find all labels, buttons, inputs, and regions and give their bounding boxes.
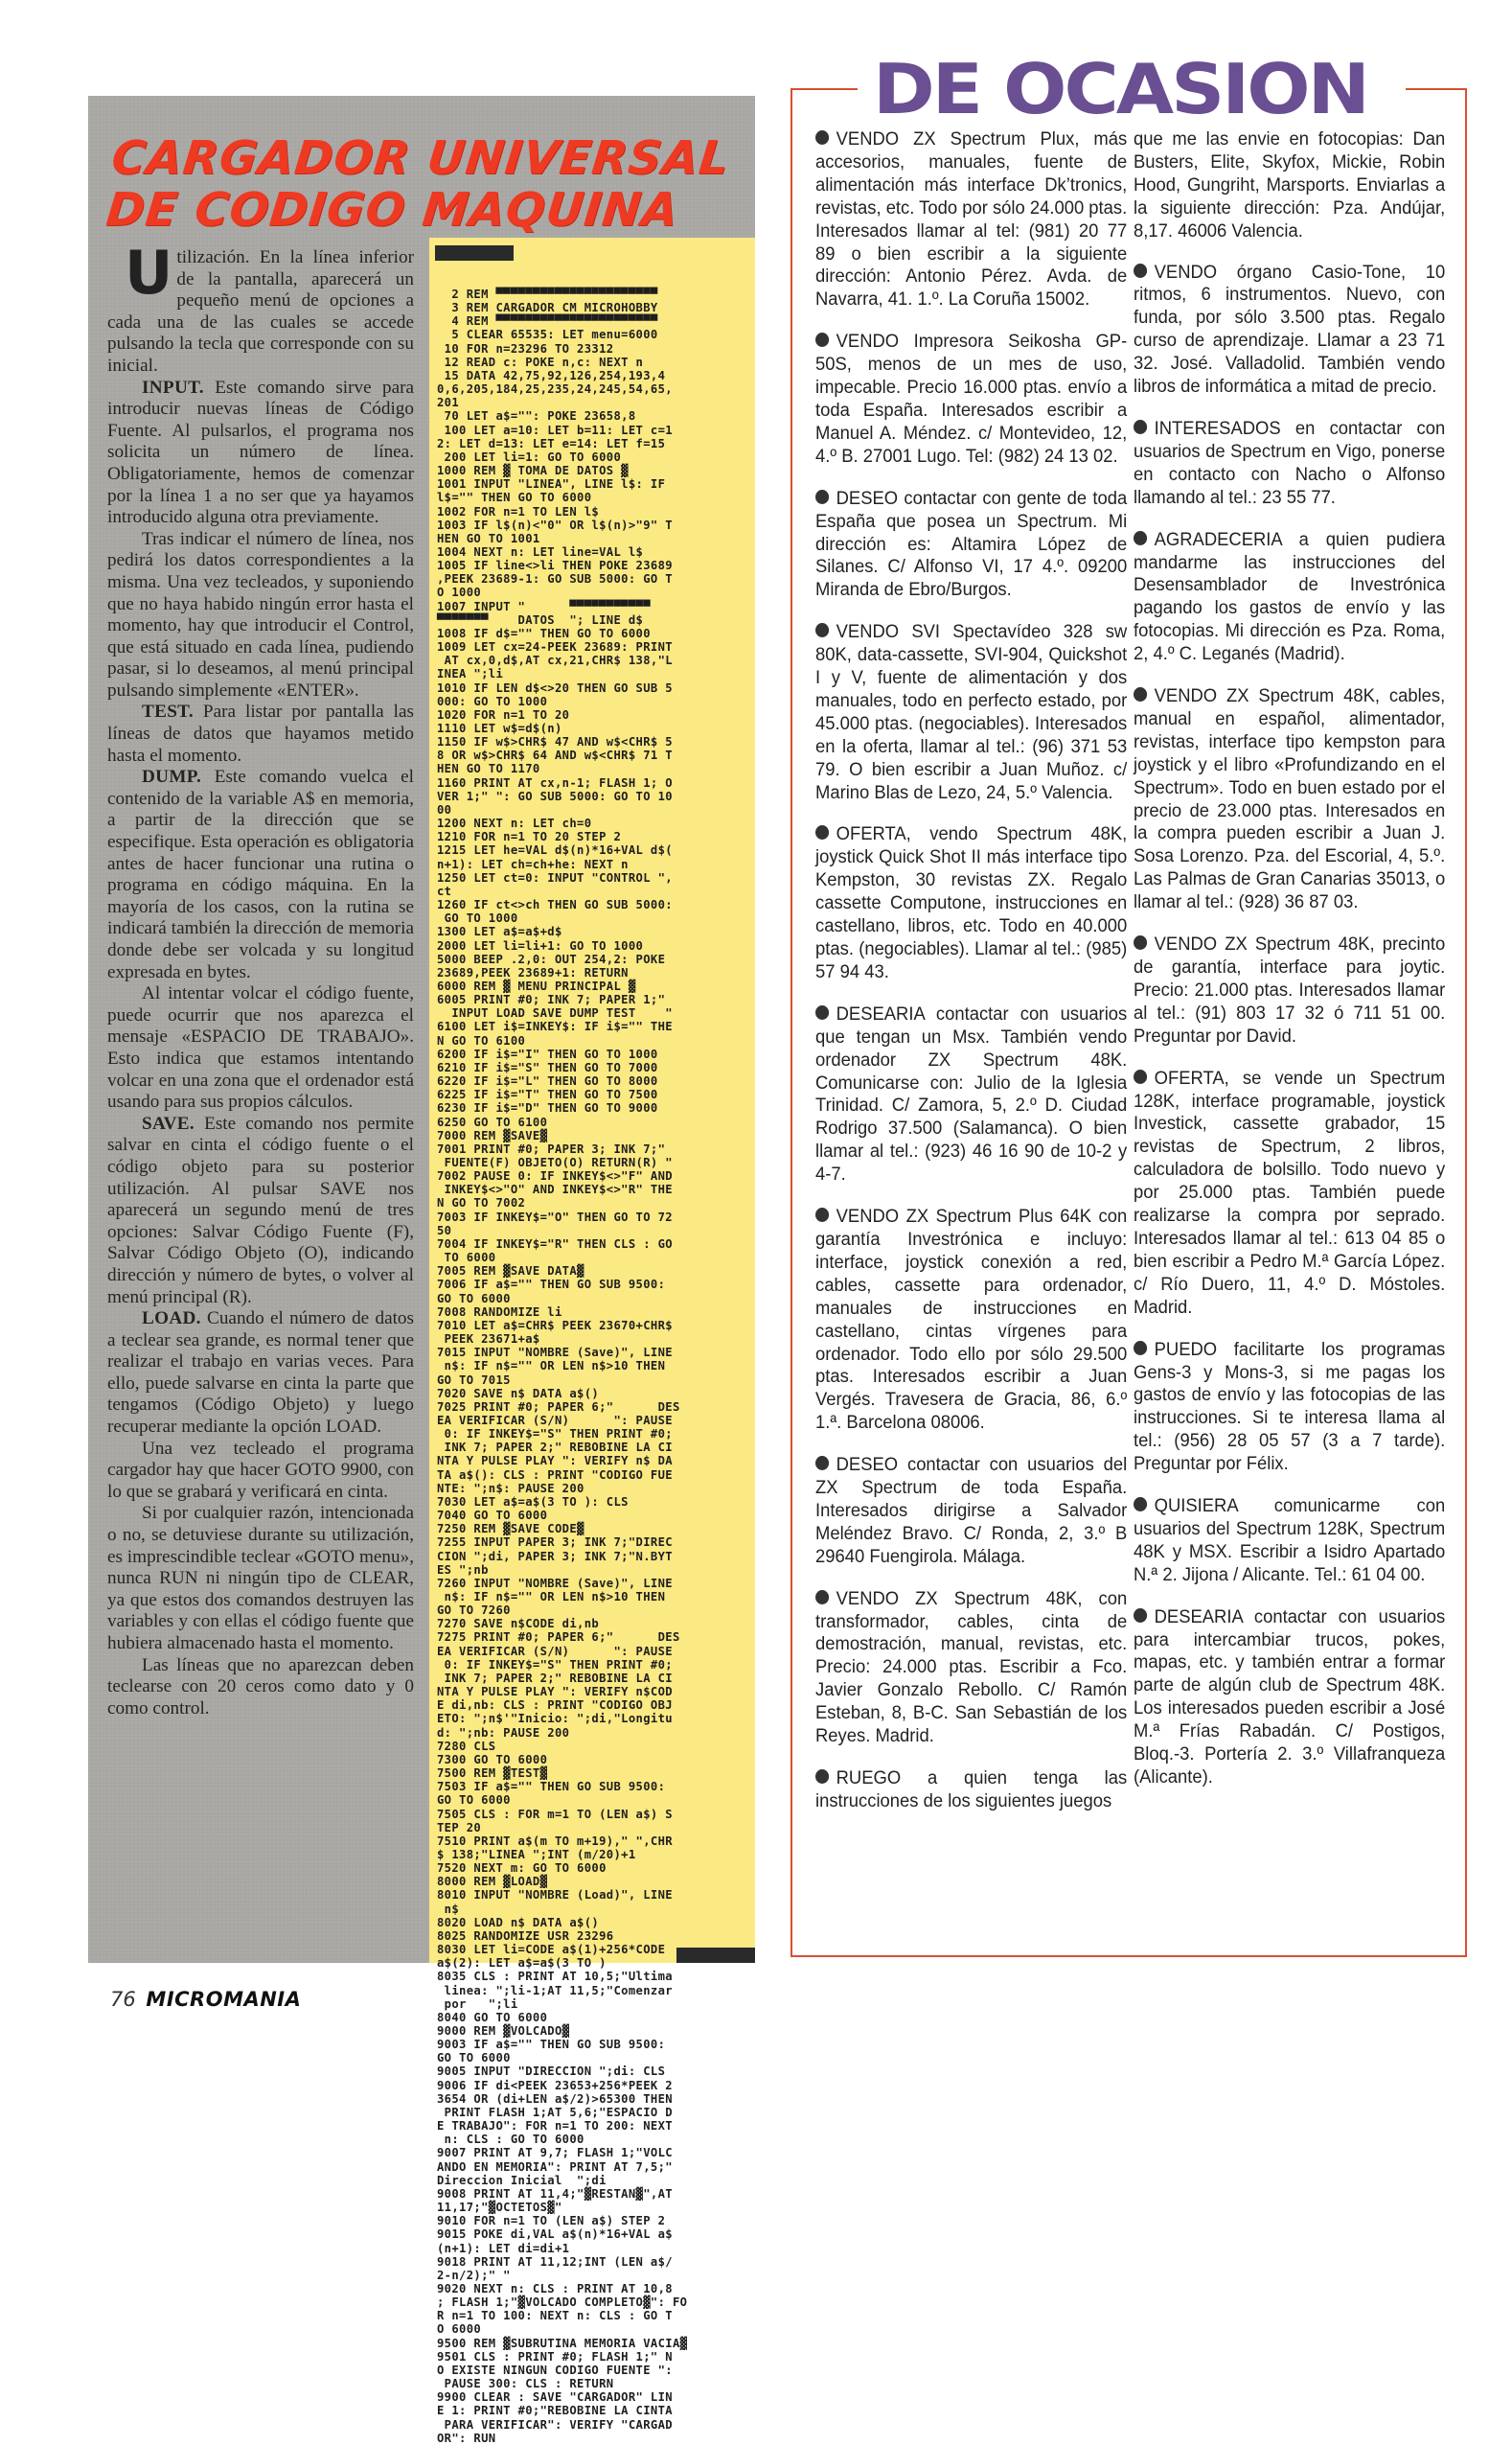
ad-text: comunicarme con usuarios del Spectrum 128K, Spectrum 48K y MSX. Escribir a Isidro Apartado N.ª 2. Jijona / Alicante. Tel.: 61 04 00. bbox=[1134, 1495, 1446, 1585]
code-line: 8030 LET li=CODE a$(1)+256*CODE bbox=[437, 1943, 666, 1957]
code-line: 4 REM ▀▀▀▀▀▀▀▀▀▀▀▀▀▀▀▀▀▀▀▀▀▀ bbox=[437, 314, 658, 329]
classified-ad bbox=[815, 488, 1127, 603]
code-line: 2 REM ▀▀▀▀▀▀▀▀▀▀▀▀▀▀▀▀▀▀▀▀▀▀ bbox=[437, 288, 658, 301]
classified-ad bbox=[1134, 934, 1445, 1049]
code-line: 5 CLEAR 65535: LET menu=6000 bbox=[437, 328, 658, 342]
listing-top-marker bbox=[435, 245, 514, 261]
ad-text: contactar con usuarios del ZX Spectrum de toda España. Interesados dirigirse a Salvador Meléndez Bravo. C/ Ronda, 2, 3.º B 29640 Fuengirola. Málaga. bbox=[815, 1454, 1128, 1567]
code-line: ANDO EN MEMORIA": PRINT AT 7,5;" bbox=[437, 2159, 673, 2174]
bullet-icon bbox=[1134, 420, 1147, 434]
bullet-icon bbox=[1134, 264, 1147, 278]
bullet-icon bbox=[1134, 1608, 1147, 1623]
paragraph-intro bbox=[107, 238, 414, 378]
code-line: 9007 PRINT AT 9,7; FLASH 1;"VOLC bbox=[437, 2146, 673, 2160]
code-line: EA VERIFICAR (S/N) ": PAUSE bbox=[437, 1413, 673, 1427]
classified-ad bbox=[815, 621, 1127, 804]
ad-keyword: INTERESADOS bbox=[1154, 417, 1281, 439]
code-line: 201 bbox=[437, 396, 460, 410]
code-line: TO 6000 bbox=[437, 1251, 496, 1265]
code-line: AT cx,0,d$,AT cx,21,CHR$ 138,"L bbox=[437, 654, 673, 668]
code-line: 7030 LET a$=a$(3 TO ): CLS bbox=[437, 1494, 629, 1509]
code-line: GO TO 1000 bbox=[437, 911, 518, 926]
code-line: 9010 FOR n=1 TO (LEN a$) STEP 2 bbox=[437, 2214, 666, 2228]
bullet-icon bbox=[1134, 1341, 1147, 1355]
code-line: ; FLASH 1;"▓VOLCADO COMPLETO▓": FO bbox=[437, 2295, 688, 2310]
code-line: 1009 LET cx=24-PEEK 23689: PRINT bbox=[437, 640, 673, 655]
code-line: 9018 PRINT AT 11,12;INT (LEN a$/ bbox=[437, 2254, 673, 2269]
code-line: $ 138;"LINEA ";INT (m/20)+1 bbox=[437, 1847, 636, 1861]
classified-ad bbox=[1134, 529, 1445, 666]
classified-ad bbox=[815, 1767, 1127, 1813]
code-line: 7500 REM ▓TEST▓ bbox=[437, 1766, 548, 1781]
code-line: PARA VERIFICAR": VERIFY "CARGAD bbox=[437, 2417, 673, 2432]
code-line: 5000 BEEP .2,0: OUT 254,2: POKE bbox=[437, 952, 666, 966]
classified-ad bbox=[815, 823, 1127, 983]
classified-ad bbox=[815, 1454, 1127, 1569]
paragraph-input bbox=[107, 378, 414, 529]
ad-keyword: VENDO bbox=[836, 1206, 900, 1228]
code-line: a$(2): LET a$=a$(3 TO ) bbox=[437, 1956, 607, 1971]
ad-text: ZX Spectrum 48K, con transformador, cables, cinta de demostración, manual, revistas, etc. Precio: 24.000 ptas. Escribir a Fco. Javier Gonzalo Rebollo. C/ Ramón Esteban, 8, B-C. San Sebastián de los Reyes. Madrid. bbox=[815, 1587, 1128, 1747]
bullet-icon bbox=[815, 623, 829, 637]
bullet-icon bbox=[815, 1590, 829, 1604]
paragraph-text: Si por cualquier razón, intencionada o no, se detuviese durante su utilización, es imprescindible teclear «GOTO menu», nunca RUN ni ningún tipo de CLEAR, ya que estos dos comandos destruyen las variables y con ellas el código fuente que hubiera almacenado hasta el momento. bbox=[107, 1503, 414, 1653]
code-line: 7040 GO TO 6000 bbox=[437, 1509, 548, 1523]
code-line: 7275 PRINT #0; PAPER 6;" DES bbox=[437, 1630, 680, 1645]
code-line: 1250 LET ct=0: INPUT "CONTROL ", bbox=[437, 870, 673, 885]
paragraph-save bbox=[107, 1114, 414, 1308]
code-line: NTA Y PULSE PLAY ": VERIFY n$ DA bbox=[437, 1454, 673, 1468]
code-line: n$: IF n$="" OR LEN n$>10 THEN bbox=[437, 1590, 666, 1603]
code-line: 15 DATA 42,75,92,126,254,193,4 bbox=[437, 368, 666, 382]
code-line: 7005 REM ▓SAVE DATA▓ bbox=[437, 1264, 584, 1279]
code-line: 11,17;"▓OCTETOS▓" bbox=[437, 2201, 562, 2215]
paragraph-text: Las líneas que no aparezcan deben teclearse con 20 ceros como dato y 0 como control. bbox=[107, 1654, 414, 1718]
code-line: GO TO 7260 bbox=[437, 1603, 511, 1618]
ad-text: ZX Spectrum Plux, más accesorios, manuales, fuente de alimentación más interface Dk’tronics, revistas, etc. Todo por sólo 24.000 ptas. Interesados llamar al tel: (981) 20 77 89 o bien escribir a la siguiente dirección: Antonio Pérez. Avda. de Navarra, 41. 1.º. La Coruña 15002. bbox=[815, 128, 1128, 311]
code-line: 50 bbox=[437, 1223, 452, 1237]
code-line: 1008 IF d$="" THEN GO TO 6000 bbox=[437, 626, 651, 640]
code-line: 9900 CLEAR : SAVE "CARGADOR" LIN bbox=[437, 2390, 673, 2405]
code-line: 9008 PRINT AT 11,4;"▓RESTAN▓",AT bbox=[437, 2186, 673, 2201]
classifieds-title: DE OCASION bbox=[858, 52, 1406, 129]
paragraph-text: Cuando el número de datos a teclear sea grande, es normal tener que realizar el trabajo en varias veces. Para ello, puede salvarse en cinta la parte que tengamos (Código Objeto) y luego recuperar mediante la opción LOAD. bbox=[107, 1308, 414, 1438]
code-line: ,PEEK 23689-1: GO SUB 5000: GO T bbox=[437, 572, 673, 587]
classified-ad bbox=[815, 128, 1127, 311]
listing-bottom-marker bbox=[676, 1948, 755, 1963]
ad-keyword: VENDO bbox=[836, 621, 900, 643]
code-line: 8035 CLS : PRINT AT 10,5;"Ultima bbox=[437, 1970, 673, 1984]
code-line: 0: IF INKEY$="S" THEN PRINT #0; bbox=[437, 1657, 673, 1672]
code-line: GO TO 6000 bbox=[437, 1793, 511, 1808]
code-line: 6210 IF i$="S" THEN GO TO 7000 bbox=[437, 1060, 658, 1074]
code-line: ct bbox=[437, 884, 452, 898]
classified-ad bbox=[1134, 262, 1445, 399]
code-line: Direccion Inicial ";di bbox=[437, 2173, 607, 2187]
code-line: 7010 LET a$=CHR$ PEEK 23670+CHR$ bbox=[437, 1318, 673, 1332]
code-line: 100 LET a=10: LET b=11: LET c=1 bbox=[437, 423, 673, 437]
dropcap: U bbox=[125, 238, 173, 308]
bullet-icon bbox=[815, 1769, 829, 1784]
code-line: 9006 IF di<PEEK 23653+256*PEEK 2 bbox=[437, 2078, 673, 2092]
code-line: 7001 PRINT #0; PAPER 3; INK 7;" bbox=[437, 1142, 666, 1156]
ad-text: a quien tenga las instrucciones de los siguientes juegos bbox=[815, 1767, 1128, 1811]
ad-keyword: VENDO bbox=[836, 1587, 900, 1609]
code-line: INEA ";li bbox=[437, 667, 504, 681]
ad-keyword: VENDO bbox=[1154, 685, 1218, 707]
ad-keyword: PUEDO bbox=[1154, 1338, 1218, 1360]
bullet-icon bbox=[1134, 687, 1147, 702]
bullet-icon bbox=[1134, 935, 1147, 950]
ad-keyword: VENDO bbox=[1154, 934, 1218, 956]
code-line: 1001 INPUT "LINEA", LINE l$: IF bbox=[437, 477, 666, 492]
bullet-icon bbox=[1134, 1497, 1147, 1511]
code-line: 1000 REM ▓ TOMA DE DATOS ▓ bbox=[437, 464, 629, 478]
code-line: 7020 SAVE n$ DATA a$() bbox=[437, 1386, 600, 1400]
code-line: R n=1 TO 100: NEXT n: CLS : GO T bbox=[437, 2309, 673, 2323]
code-line: 1260 IF ct<>ch THEN GO SUB 5000: bbox=[437, 898, 673, 912]
code-line: 7505 CLS : FOR m=1 TO (LEN a$) S bbox=[437, 1807, 673, 1821]
code-line: 7520 NEXT m: GO TO 6000 bbox=[437, 1861, 607, 1876]
code-line: 1110 LET w$=d$(n) bbox=[437, 722, 562, 735]
paragraph-text: Para listar por pantalla las líneas de datos que hayamos metido hasta el momento. bbox=[107, 702, 414, 766]
code-line: 12 READ c: POKE n,c: NEXT n bbox=[437, 355, 644, 369]
article-title bbox=[103, 132, 756, 236]
code-line: 7025 PRINT #0; PAPER 6;" DES bbox=[437, 1399, 680, 1414]
code-line: GO TO 6000 bbox=[437, 1291, 511, 1305]
code-line: 6100 LET i$=INKEY$: IF i$="" THE bbox=[437, 1020, 673, 1034]
bullet-icon bbox=[815, 825, 829, 840]
code-line: NTA Y PULSE PLAY ": VERIFY n$COD bbox=[437, 1685, 673, 1699]
code-line: 1300 LET a$=a$+d$ bbox=[437, 925, 562, 939]
ad-text: contactar con usuarios para intercambiar trucos, pokes, mapas, etc. y también entrar a formar parte de algún club de Spectrum 48K. Los interesados pueden escribir a José M.ª Frías Rabadán. C/ Postigos, Bloq.-3. Portería 2. 3.º Villafranqueza (Alicante). bbox=[1134, 1605, 1446, 1788]
classified-ad bbox=[815, 1588, 1127, 1748]
code-line: EA VERIFICAR (S/N) ": PAUSE bbox=[437, 1644, 673, 1658]
code-line: n+1): LET ch=ch+he: NEXT n bbox=[437, 857, 629, 871]
page-footer bbox=[110, 1988, 301, 2011]
code-line: 7503 IF a$="" THEN GO SUB 9500: bbox=[437, 1780, 666, 1794]
code-line: 7510 PRINT a$(m TO m+19)," ",CHR bbox=[437, 1834, 673, 1848]
code-line: 1210 FOR n=1 TO 20 STEP 2 bbox=[437, 830, 622, 844]
code-line: N GO TO 7002 bbox=[437, 1196, 526, 1211]
bullet-icon bbox=[815, 130, 829, 145]
classified-ad bbox=[1134, 1495, 1445, 1587]
ad-text: Impresora Seikosha GP-50S, menos de un mes de uso, impecable. Precio 16.000 ptas. envío a toda España. Interesados escribir a Manuel A. Méndez. c/ Montevideo, 12, 4.º B. 27001 Lugo. Tel: (982) 24 13 02. bbox=[815, 331, 1128, 467]
ads-column-2 bbox=[1134, 128, 1445, 1809]
code-line: (n+1): LET di=di+1 bbox=[437, 2241, 570, 2255]
bullet-icon bbox=[1134, 1070, 1147, 1084]
section-keyword: SAVE. bbox=[142, 1113, 195, 1134]
code-line: 7300 GO TO 6000 bbox=[437, 1752, 548, 1766]
classified-ad bbox=[1134, 1339, 1445, 1476]
ad-keyword: AGRADECERIA bbox=[1154, 528, 1282, 550]
paragraph-text: Al intentar volcar el código fuente, puede ocurrir que nos aparezca el mensaje «ESPACIO DE TRABAJO». Esto indica que estamos intentando volcar en una zona que el ordenador está usando para sus propios cálculos. bbox=[107, 983, 414, 1113]
classified-ad bbox=[1134, 418, 1445, 510]
code-line: 10 FOR n=23296 TO 23312 bbox=[437, 341, 614, 356]
paragraph-text: Este comando vuelca el contenido de la variable A$ en memoria, a partir de la dirección que se especifique. Esta operación es obligatoria antes de hacer funcionar una rutina o programa en código máquina. En la mayoría de los casos, con la rutina se indicará también la dirección de memoria donde debe ser volcada y su longitud expresada en bytes. bbox=[107, 767, 414, 982]
code-line: 2000 LET li=li+1: GO TO 1000 bbox=[437, 938, 644, 953]
code-line: OR": RUN bbox=[437, 2431, 496, 2445]
ad-text: vendo Spectrum 48K, joystick Quick Shot II más interface tipo Kempston, 30 revistas ZX. Regalo cassette Computone, instrucciones en castellano, libros, etc. Todo en 40.000 ptas. (negociables). Llamar al tel.: (985) 57 94 43. bbox=[815, 823, 1128, 982]
paragraph-text: Este comando sirve para introducir nuevas líneas de Código Fuente. Al pulsarlos, el programa nos solicita un número de línea. Obligatoriamente, hemos de comenzar por la línea 1 a no ser que ya hayamos introducido alguna otra previamente. bbox=[107, 377, 414, 528]
code-line: 7008 RANDOMIZE li bbox=[437, 1304, 562, 1319]
code-line: PEEK 23671+a$ bbox=[437, 1332, 540, 1347]
code-line: 3654 OR (di+LEN a$/2)>65300 THEN bbox=[437, 2091, 673, 2106]
ad-keyword: VENDO bbox=[836, 331, 900, 353]
code-line: 70 LET a$="": POKE 23658,8 bbox=[437, 409, 636, 424]
code-line: 6200 IF i$="I" THEN GO TO 1000 bbox=[437, 1047, 658, 1061]
ad-keyword: OFERTA, bbox=[1154, 1067, 1229, 1089]
code-line: 9501 CLS : PRINT #0; FLASH 1;" N bbox=[437, 2349, 673, 2364]
paragraph bbox=[107, 983, 414, 1114]
ad-keyword: DESEO bbox=[836, 487, 899, 509]
code-line: 8025 RANDOMIZE USR 23296 bbox=[437, 1928, 614, 1943]
code-line: VER 1;" ": GO SUB 5000: GO TO 10 bbox=[437, 789, 673, 803]
code-line: 3 REM CARGADOR CM MICROHOBBY bbox=[437, 301, 658, 315]
magazine-name: MICROMANIA bbox=[146, 1988, 302, 2011]
code-line: 1160 PRINT AT cx,n-1; FLASH 1; O bbox=[437, 775, 673, 790]
code-line: N GO TO 6100 bbox=[437, 1033, 526, 1048]
ad-text: órgano Casio-Tone, 10 ritmos, 6 instrumentos. Nuevo, con funda, por sólo 3.500 ptas. Regalo curso de aprendizaje. Llamar a 23 71 32. José. Valladolid. También vendo libros de informática a mitad de precio. bbox=[1134, 261, 1446, 398]
ad-keyword: DESEARIA bbox=[836, 1003, 925, 1025]
ad-continuation: que me las envie en fotocopias: Dan Busters, Elite, Skyfox, Mickie, Robin Hood, Gungriht, Marsports. Enviarlas a la siguiente dirección: Pza. Andújar, 8,17. 46006 Valencia. bbox=[1134, 128, 1446, 242]
code-line: n: CLS : GO TO 6000 bbox=[437, 2133, 584, 2147]
code-line: 8000 REM ▓LOAD▓ bbox=[437, 1875, 548, 1889]
code-line: 1010 IF LEN d$<>20 THEN GO SUB 5 bbox=[437, 680, 673, 695]
code-line: INKEY$<>"O" AND INKEY$<>"R" THE bbox=[437, 1183, 673, 1197]
ad-text: a quien pudiera mandarme las instrucciones del Desensamblador de Investrónica pagando los gastos de envío y las fotocopias. Mi dirección es Pza. Roma, 2, 4.º C. Leganés (Madrid). bbox=[1134, 528, 1446, 665]
ad-text: contactar con gente de toda España que posea un Spectrum. Mi dirección es: Altamira López de Silanes. C/ Alfonso VI, 17 4.º. 09200 Miranda de Ebro/Burgos. bbox=[815, 487, 1128, 601]
code-line: ES ";nb bbox=[437, 1562, 489, 1577]
code-line: 0,6,205,184,25,235,24,245,54,65, bbox=[437, 382, 673, 397]
bullet-icon bbox=[1134, 531, 1147, 545]
code-line: 1200 NEXT n: LET ch=0 bbox=[437, 817, 592, 831]
classified-ad bbox=[815, 1003, 1127, 1187]
ad-text: ZX Spectrum Plus 64K con garantía Investrónica e incluyo: interface, joystick conexión a red, cables, cassette para ordenador, manuales de instrucciones en castellano, cintas vírgenes para ordenador. Todo ello por sólo 29.500 ptas. Interesados escribir a Juan Vergés. Travesera de Gracia, 86, 6.º 1.ª. Barcelona 08006. bbox=[815, 1206, 1128, 1434]
classified-ad bbox=[1134, 685, 1445, 914]
code-line: 8020 LOAD n$ DATA a$() bbox=[437, 1915, 600, 1929]
code-line: ▀▀▀▀▀▀▀ DATOS "; LINE d$ bbox=[437, 612, 644, 627]
code-line: CION ";di, PAPER 3; INK 7;"N.BYT bbox=[437, 1549, 673, 1563]
classifieds-box bbox=[790, 88, 1467, 1957]
code-line: PAUSE 300: CLS : RETURN bbox=[437, 2377, 614, 2391]
code-line: 6230 IF i$="D" THEN GO TO 9000 bbox=[437, 1101, 658, 1116]
code-line: 200 LET li=1: GO TO 6000 bbox=[437, 450, 622, 464]
code-line: O 6000 bbox=[437, 2322, 482, 2337]
code-line: FUENTE(F) OBJETO(O) RETURN(R) " bbox=[437, 1156, 673, 1169]
code-line: PRINT FLASH 1;AT 5,6;"ESPACIO D bbox=[437, 2105, 673, 2119]
ad-text: ZX Spectrum 48K, cables, manual en español, alimentador, revistas, interface tipo kempston para joystick y el libro «Profundizando en el Spectrum». Todo en buen estado por el precio de 23.000 ptas. Interesados en la compra pueden escribir a Juan J. Sosa Lorenzo. Pza. del Escorial, 4, 5.º. Las Palmas de Gran Canarias 35013, o llamar al tel.: (928) 36 87 03. bbox=[1134, 685, 1446, 913]
code-line: 8040 GO TO 6000 bbox=[437, 2010, 548, 2024]
code-line: 7004 IF INKEY$="R" THEN CLS : GO bbox=[437, 1236, 673, 1251]
code-line: 1150 IF w$>CHR$ 47 AND w$<CHR$ 5 bbox=[437, 735, 673, 750]
ad-text: SVI Spectavídeo 328 sw 80K, data-cassette, SVI-904, Quickshot I y V, fuente de alimentación y dos manuales, todo en perfecto estado, por 45.000 ptas. (negociables). Interesados en la oferta, llamar al tel.: (96) 371 53 79. O bien escribir a Juan Muñoz. c/ Marino Blas de Lezo, 24, 5.º Valencia. bbox=[815, 621, 1128, 803]
code-line: 1003 IF l$(n)<"0" OR l$(n)>"9" T bbox=[437, 518, 673, 532]
code-line: GO TO 6000 bbox=[437, 2051, 511, 2065]
code-line: n$ bbox=[437, 1902, 460, 1916]
article-body bbox=[107, 238, 414, 1719]
code-line: O 1000 bbox=[437, 586, 482, 600]
ad-text: se vende un Spectrum 128K, interface programable, joystick Investick, cassette grabador, 15 revistas de Spectrum, 2 libros, calculadora de bolsillo. Todo nuevo y por 25.000 ptas. También puede realizarse la compra por seprado. Interesados llamar al tel.: 613 04 85 o bien escribir a Pedro M.ª García López. c/ Río Duero, 11, 4.º D. Móstoles. Madrid. bbox=[1134, 1067, 1446, 1318]
classified-ad bbox=[815, 331, 1127, 468]
code-line: ETO: ";n$'"Inicio: ";di,"Longitu bbox=[437, 1712, 673, 1726]
code-line: O EXISTE NINGUN CODIGO FUENTE ": bbox=[437, 2363, 673, 2377]
code-line: 23689,PEEK 23689+1: RETURN bbox=[437, 965, 629, 980]
paragraph-text: Tras indicar el número de línea, nos pedirá los datos correspondientes a la misma. Una vez tecleados, y suponiendo que no haya habido ningún error hasta el momento, hay que introducir el Control, que está situado en cada línea, pudiendo pasar, si lo deseamos, al menú principal pulsando simplemente «ENTER». bbox=[107, 528, 414, 701]
ad-keyword: QUISIERA bbox=[1154, 1495, 1238, 1517]
ad-text: contactar con usuarios que tengan un Msx. También vendo ordenador ZX Spectrum 48K. Comunicarse con: Julio de la Iglesia Trinidad. C/ Zamora, 5, 2.º D. Ciudad Rodrigo 37.500 (Salamanca). O bien llamar al tel.: (923) 46 16 90 de 10-2 y 4-7. bbox=[815, 1003, 1128, 1186]
code-line: INPUT LOAD SAVE DUMP TEST " bbox=[437, 1006, 673, 1021]
code-line: 7000 REM ▓SAVE▓ bbox=[437, 1128, 548, 1142]
section-keyword: LOAD. bbox=[142, 1308, 201, 1329]
code-line: 6250 GO TO 6100 bbox=[437, 1115, 548, 1129]
code-line: 6005 PRINT #0; INK 7; PAPER 1;" bbox=[437, 993, 666, 1007]
code-line: 1002 FOR n=1 TO LEN l$ bbox=[437, 504, 600, 519]
code-line: HEN GO TO 1001 bbox=[437, 531, 540, 545]
code-line: 7003 IF INKEY$="O" THEN GO TO 72 bbox=[437, 1210, 673, 1224]
code-line: 0: IF INKEY$="S" THEN PRINT #0; bbox=[437, 1427, 673, 1442]
paragraph bbox=[107, 1655, 414, 1720]
code-line: 2-n/2);" " bbox=[437, 2268, 511, 2282]
ad-keyword: DESEO bbox=[836, 1454, 899, 1476]
code-line: E 1: PRINT #0;"REBOBINE LA CINTA bbox=[437, 2404, 673, 2418]
code-line: 7015 INPUT "NOMBRE (Save)", LINE bbox=[437, 1346, 673, 1360]
ad-text: en contactar con usuarios de Spectrum en Vigo, ponerse en contacto con Nacho o Alfonso llamando al tel.: 23 55 77. bbox=[1134, 417, 1446, 508]
code-line: 000: GO TO 1000 bbox=[437, 694, 548, 708]
paragraph-test bbox=[107, 702, 414, 767]
code-line: 8 OR w$>CHR$ 64 AND w$<CHR$ 71 T bbox=[437, 749, 673, 763]
code-line: por ";li bbox=[437, 1996, 518, 2011]
code-line: 9015 POKE di,VAL a$(n)*16+VAL a$ bbox=[437, 2227, 673, 2242]
bullet-icon bbox=[815, 1456, 829, 1470]
code-line: INK 7; PAPER 2;" REBOBINE LA CI bbox=[437, 1441, 673, 1455]
section-keyword: TEST. bbox=[142, 702, 194, 723]
bullet-icon bbox=[815, 1208, 829, 1222]
ad-keyword: VENDO bbox=[836, 128, 900, 150]
code-line: INK 7; PAPER 2;" REBOBINE LA CI bbox=[437, 1671, 673, 1685]
article-title-line1: CARGADOR UNIVERSAL bbox=[108, 131, 733, 186]
code-line: 6220 IF i$="L" THEN GO TO 8000 bbox=[437, 1074, 658, 1089]
code-line: 7260 INPUT "NOMBRE (Save)", LINE bbox=[437, 1576, 673, 1590]
code-line: 1005 IF line<>li THEN POKE 23689 bbox=[437, 559, 673, 573]
paragraph-text: Una vez tecleado el programa cargador hay que hacer GOTO 9900, con lo que se grabará y verificará en cinta. bbox=[107, 1438, 414, 1502]
code-line: 1215 LET he=VAL d$(n)*16+VAL d$( bbox=[437, 843, 673, 858]
code-line: 8010 INPUT "NOMBRE (Load)", LINE bbox=[437, 1888, 673, 1903]
bullet-icon bbox=[815, 490, 829, 504]
code-line: 7006 IF a$="" THEN GO SUB 9500: bbox=[437, 1278, 666, 1292]
section-keyword: DUMP. bbox=[142, 767, 202, 788]
ad-keyword: OFERTA, bbox=[836, 823, 911, 845]
page-number: 76 bbox=[110, 1988, 136, 2011]
paragraph-load bbox=[107, 1308, 414, 1439]
paragraph-text: tilización. En la línea inferior de la pantalla, aparecerá un pequeño menú de opciones a cada una de las cuales se accede pulsando la tecla que corresponde con su inicial. bbox=[107, 247, 414, 376]
code-line: 9005 INPUT "DIRECCION ";di: CLS bbox=[437, 2064, 666, 2079]
code-line: 9000 REM ▓VOLCADO▓ bbox=[437, 2024, 570, 2038]
ad-text: ZX Spectrum 48K, precinto de garantía, interface para joytic. Precio: 21.000 ptas. Interesados llamar al tel.: (91) 803 17 32 ó 711 51 00. Preguntar por David. bbox=[1134, 934, 1446, 1047]
code-line: 7002 PAUSE 0: IF INKEY$<>"F" AND bbox=[437, 1169, 673, 1184]
paragraph-dump bbox=[107, 767, 414, 983]
code-line: linea: ";li-1;AT 11,5;"Comenzar bbox=[437, 1983, 673, 1997]
code-line: 2: LET d=13: LET e=14: LET f=15 bbox=[437, 436, 666, 450]
classified-ad bbox=[815, 1206, 1127, 1435]
code-line: 7280 CLS bbox=[437, 1739, 496, 1753]
ad-text: facilitarte los programas Gens-3 y Mons-3, si me pagas los gastos de envío y las fotocopias de las instrucciones. Si te interesa llama al tel.: (956) 28 05 57 (3 a 7 tarde). Preguntar por Félix. bbox=[1134, 1338, 1446, 1475]
code-line: 7250 REM ▓SAVE CODE▓ bbox=[437, 1522, 584, 1536]
code-line: 00 bbox=[437, 802, 452, 817]
paragraph-text: Este comando nos permite salvar en cinta el código fuente o el código objeto para su posterior utilización. Al pulsar SAVE nos aparecerá un segundo menú de tres opciones: Salvar Código Fuente (F), Salvar Código Objeto (O), indicando dirección y número de bytes, o volver al menú principal (R). bbox=[107, 1113, 414, 1307]
ad-keyword: RUEGO bbox=[836, 1767, 902, 1788]
code-line: GO TO 7015 bbox=[437, 1372, 511, 1387]
article-title-line2: DE CODIGO MAQUINA bbox=[103, 183, 681, 238]
code-line: 9020 NEXT n: CLS : PRINT AT 10,8 bbox=[437, 2281, 673, 2295]
bullet-icon bbox=[815, 1005, 829, 1020]
paragraph bbox=[107, 529, 414, 703]
bullet-icon bbox=[815, 333, 829, 347]
code-line: NTE: ";n$: PAUSE 200 bbox=[437, 1481, 584, 1495]
basic-code bbox=[437, 288, 753, 2445]
code-line: l$="" THEN GO TO 6000 bbox=[437, 491, 592, 505]
classified-ad bbox=[1134, 1606, 1445, 1789]
code-line: n$: IF n$="" OR LEN n$>10 THEN bbox=[437, 1359, 666, 1373]
code-line: 9003 IF a$="" THEN GO SUB 9500: bbox=[437, 2038, 666, 2052]
code-line: 1007 INPUT " ▀▀▀▀▀▀▀▀▀▀▀ bbox=[437, 599, 651, 613]
code-line: E TRABAJO": FOR n=1 TO 200: NEXT bbox=[437, 2119, 673, 2134]
classified-ad bbox=[1134, 1068, 1445, 1320]
ads-column-1 bbox=[815, 128, 1127, 1833]
paragraph bbox=[107, 1503, 414, 1654]
code-line: TEP 20 bbox=[437, 1820, 482, 1834]
code-line: 6225 IF i$="T" THEN GO TO 7500 bbox=[437, 1088, 658, 1102]
code-line: 9500 REM ▓SUBRUTINA MEMORIA VACIA▓ bbox=[437, 2336, 688, 2350]
paragraph bbox=[107, 1439, 414, 1504]
code-line: 6000 REM ▓ MENU PRINCIPAL ▓ bbox=[437, 979, 636, 993]
ad-keyword: DESEARIA bbox=[1154, 1605, 1243, 1627]
code-line: HEN GO TO 1170 bbox=[437, 762, 540, 776]
code-listing bbox=[429, 238, 755, 2445]
code-line: d: ";nb: PAUSE 200 bbox=[437, 1725, 570, 1740]
section-keyword: INPUT. bbox=[142, 377, 204, 398]
code-line: E di,nb: CLS : PRINT "CODIGO OBJ bbox=[437, 1698, 673, 1713]
code-line: 7255 INPUT PAPER 3; INK 7;"DIREC bbox=[437, 1535, 673, 1550]
ad-keyword: VENDO bbox=[1154, 261, 1218, 283]
code-line: 1020 FOR n=1 TO 20 bbox=[437, 707, 570, 722]
code-line: TA a$(): CLS : PRINT "CODIGO FUE bbox=[437, 1467, 673, 1482]
code-line: 1004 NEXT n: LET line=VAL l$ bbox=[437, 544, 644, 559]
code-line: 7270 SAVE n$CODE di,nb bbox=[437, 1617, 600, 1631]
